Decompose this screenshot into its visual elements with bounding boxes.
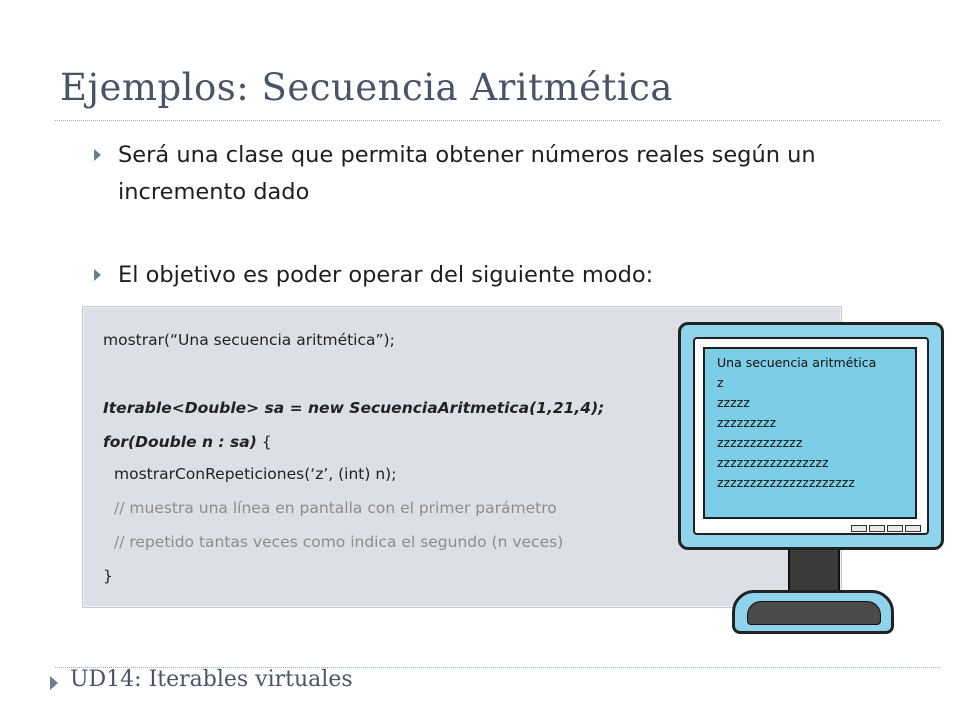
screen-line: Una secuencia aritmética [717,355,877,370]
bullet-2: El objetivo es poder operar del siguiente modo: [118,262,654,288]
title-divider [55,120,940,121]
monitor-icon [678,322,944,550]
footer-arrow-icon [50,676,58,690]
bullet-arrow-icon [94,269,101,281]
bullet-1-line-1: Será una clase que permita obtener números reales según un [118,142,816,168]
code-for-header: for(Double n : sa) [103,433,257,451]
monitor-buttons [851,525,931,531]
bullet-1-line-2: incremento dado [118,179,310,205]
screen-line: zzzzzzzzzzzzzzzzz [717,455,829,470]
code-comment-2: // repetido tantas veces como indica el segundo (n veces) [114,533,564,551]
monitor-base [732,590,894,634]
code-line-1: mostrar(“Una secuencia aritmética”); [103,331,395,349]
code-comment-1: // muestra una línea en pantalla con el primer parámetro [114,499,557,517]
code-line-4: mostrarConRepeticiones(‘z’, (int) n); [114,465,397,483]
monitor-screen [703,347,917,519]
code-open-brace: { [256,433,272,451]
screen-line: zzzzz [717,395,750,410]
screen-line: zzzzzzzzzzzzz [717,435,803,450]
slide-title: Ejemplos: Secuencia Aritmética [60,66,673,109]
screen-line: zzzzzzzzz [717,415,777,430]
footer-text: UD14: Iterables virtuales [70,667,353,692]
screen-line: z [717,375,724,390]
screen-line: zzzzzzzzzzzzzzzzzzzzz [717,475,855,490]
code-close-brace: } [103,567,113,585]
bullet-arrow-icon [94,149,101,161]
code-line-3 [103,433,272,451]
code-line-2: Iterable<Double> sa = new SecuenciaAritmetica(1,21,4); [103,399,605,417]
